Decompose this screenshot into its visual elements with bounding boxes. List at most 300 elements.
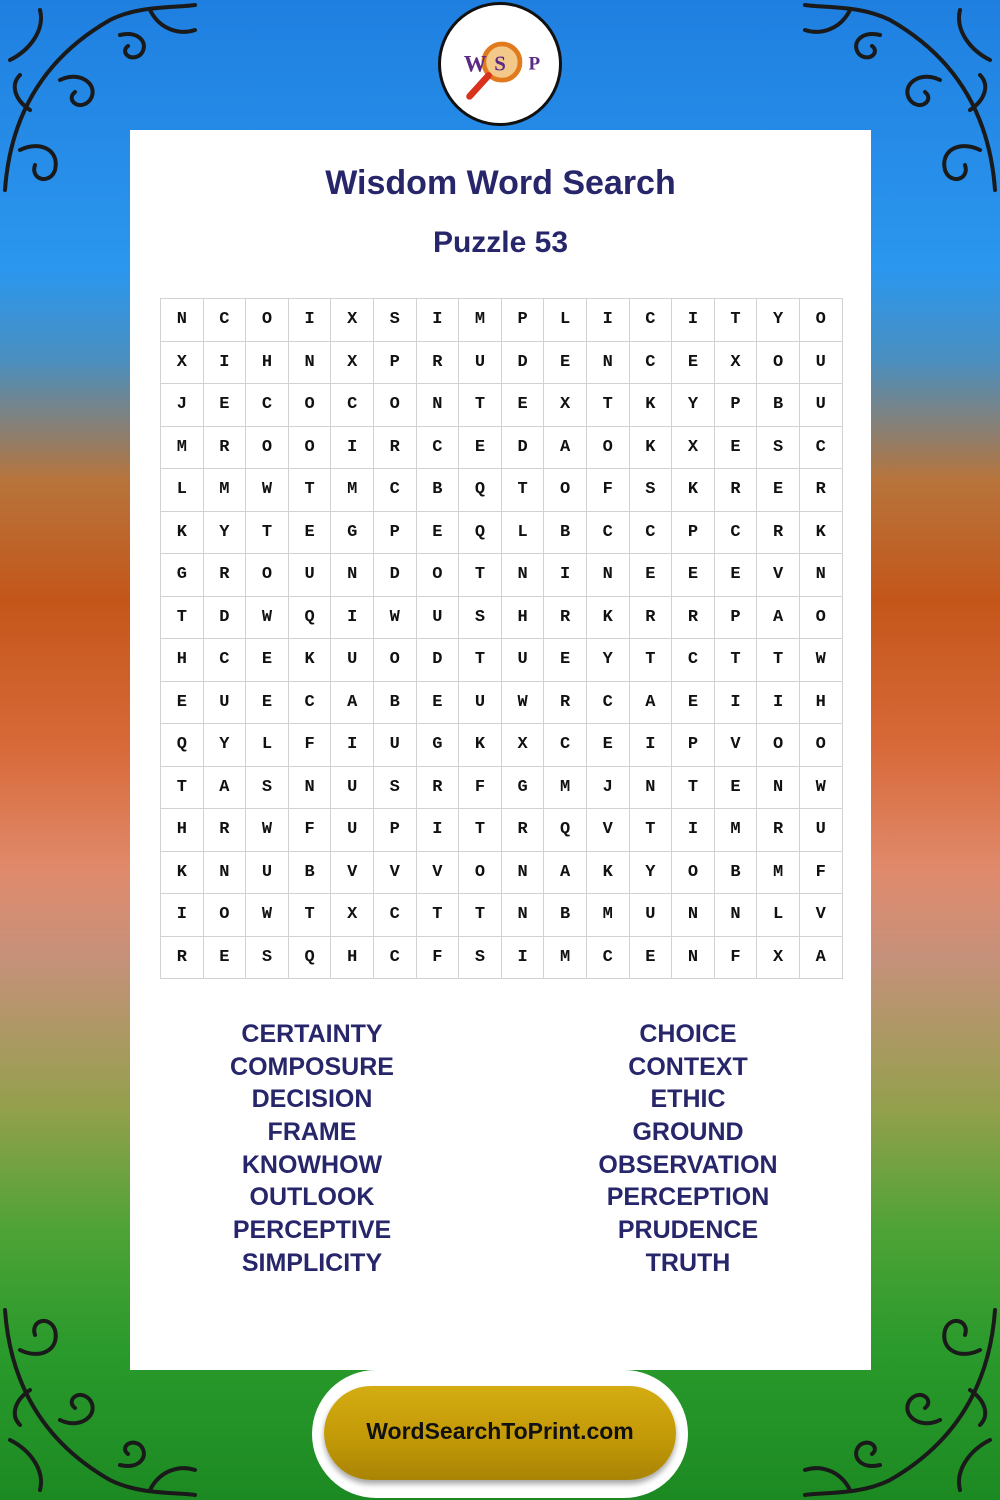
grid-cell: W (246, 469, 289, 512)
grid-cell: L (246, 724, 289, 767)
grid-cell: U (331, 766, 374, 809)
word-item: ETHIC (650, 1085, 726, 1114)
grid-cell: I (203, 341, 246, 384)
grid-cell: L (161, 469, 204, 512)
grid-cell: H (501, 596, 544, 639)
grid-cell: E (416, 681, 459, 724)
grid-cell: I (416, 299, 459, 342)
grid-cell: E (544, 639, 587, 682)
grid-cell: R (203, 554, 246, 597)
logo-letter-w: W (463, 51, 487, 77)
word-list-right (538, 1018, 838, 1280)
grid-cell: D (501, 341, 544, 384)
grid-cell: O (672, 851, 715, 894)
grid-cell: N (161, 299, 204, 342)
word-item: PERCEPTIVE (232, 1216, 392, 1245)
grid-cell: K (459, 724, 502, 767)
grid-cell: U (501, 639, 544, 682)
grid-cell: S (373, 299, 416, 342)
grid-cell: T (459, 894, 502, 937)
grid-cell: F (288, 809, 331, 852)
grid-cell: M (161, 426, 204, 469)
grid-cell: M (544, 766, 587, 809)
grid-cell: E (629, 936, 672, 979)
grid-row (161, 851, 843, 894)
grid-cell: B (544, 511, 587, 554)
grid-row (161, 299, 843, 342)
word-list-left (162, 1018, 462, 1280)
grid-cell: C (203, 299, 246, 342)
grid-cell: X (331, 341, 374, 384)
grid-cell: T (714, 639, 757, 682)
grid-cell: O (246, 299, 289, 342)
grid-cell: O (373, 639, 416, 682)
grid-cell: K (586, 851, 629, 894)
site-badge[interactable] (324, 1386, 676, 1480)
grid-cell: R (501, 809, 544, 852)
grid-cell: M (714, 809, 757, 852)
grid-cell: C (586, 936, 629, 979)
grid-cell: B (714, 851, 757, 894)
grid-cell: S (459, 936, 502, 979)
grid-cell: I (544, 554, 587, 597)
grid-cell: P (373, 809, 416, 852)
grid-cell: R (161, 936, 204, 979)
grid-cell: T (672, 766, 715, 809)
logo-letter-p: P (528, 53, 541, 75)
grid-cell: X (501, 724, 544, 767)
grid-cell: R (757, 809, 800, 852)
grid-cell: C (586, 511, 629, 554)
grid-cell: V (799, 894, 842, 937)
grid-cell: V (714, 724, 757, 767)
grid-cell: R (203, 426, 246, 469)
grid-row (161, 469, 843, 512)
grid-row (161, 596, 843, 639)
grid-cell: N (672, 936, 715, 979)
word-item: OBSERVATION (598, 1150, 778, 1179)
grid-cell: J (161, 384, 204, 427)
grid-cell: I (672, 299, 715, 342)
grid-cell: C (203, 639, 246, 682)
grid-cell: O (373, 384, 416, 427)
word-item: TRUTH (645, 1248, 731, 1277)
wsp-logo (438, 2, 562, 126)
grid-cell: X (331, 894, 374, 937)
site-url: WordSearchToPrint.com (366, 1418, 634, 1444)
grid-cell: K (629, 426, 672, 469)
grid-row (161, 894, 843, 937)
grid-cell: R (203, 809, 246, 852)
grid-cell: U (246, 851, 289, 894)
grid-cell: C (586, 681, 629, 724)
grid-cell: B (288, 851, 331, 894)
grid-cell: K (799, 511, 842, 554)
grid-cell: F (799, 851, 842, 894)
grid-cell: Y (672, 384, 715, 427)
grid-cell: N (203, 851, 246, 894)
grid-row (161, 384, 843, 427)
grid-cell: T (246, 511, 289, 554)
grid-cell: C (799, 426, 842, 469)
grid-cell: V (586, 809, 629, 852)
grid-cell: P (373, 511, 416, 554)
grid-cell: C (373, 469, 416, 512)
page-title: Wisdom Word Search (325, 164, 676, 202)
grid-cell: O (416, 554, 459, 597)
grid-cell: S (246, 936, 289, 979)
grid-cell: X (544, 384, 587, 427)
word-item: SIMPLICITY (241, 1248, 383, 1277)
grid-cell: U (203, 681, 246, 724)
puzzle-number: Puzzle 53 (432, 226, 569, 259)
grid-row (161, 426, 843, 469)
grid-cell: H (246, 341, 289, 384)
grid-cell: R (629, 596, 672, 639)
grid-cell: N (672, 894, 715, 937)
grid-cell: E (501, 384, 544, 427)
word-item: PERCEPTION (606, 1183, 770, 1212)
grid-cell: E (544, 341, 587, 384)
grid-cell: O (459, 851, 502, 894)
grid-cell: T (714, 299, 757, 342)
grid-cell: K (161, 511, 204, 554)
grid-cell: X (672, 426, 715, 469)
grid-cell: V (373, 851, 416, 894)
grid-cell: Y (757, 299, 800, 342)
grid-cell: E (246, 681, 289, 724)
grid-cell: I (331, 596, 374, 639)
grid-cell: U (416, 596, 459, 639)
grid-cell: H (161, 809, 204, 852)
grid-cell: S (757, 426, 800, 469)
grid-cell: D (501, 426, 544, 469)
grid-cell: W (501, 681, 544, 724)
grid-cell: E (416, 511, 459, 554)
grid-cell: X (161, 341, 204, 384)
grid-cell: T (288, 469, 331, 512)
grid-row (161, 639, 843, 682)
word-item: GROUND (632, 1118, 744, 1147)
grid-cell: R (714, 469, 757, 512)
grid-cell: W (799, 639, 842, 682)
grid-cell: V (416, 851, 459, 894)
grid-cell: H (799, 681, 842, 724)
grid-cell: U (799, 809, 842, 852)
grid-cell: U (629, 894, 672, 937)
grid-cell: U (799, 341, 842, 384)
grid-cell: U (331, 639, 374, 682)
grid-cell: R (373, 426, 416, 469)
grid-cell: X (331, 299, 374, 342)
grid-cell: I (331, 724, 374, 767)
grid-cell: R (416, 341, 459, 384)
grid-cell: U (799, 384, 842, 427)
grid-cell: P (672, 724, 715, 767)
grid-cell: Y (629, 851, 672, 894)
grid-row (161, 554, 843, 597)
grid-cell: I (161, 894, 204, 937)
grid-cell: C (629, 341, 672, 384)
grid-cell: M (331, 469, 374, 512)
grid-cell: K (288, 639, 331, 682)
grid-cell: I (288, 299, 331, 342)
grid-cell: R (799, 469, 842, 512)
grid-cell: Y (203, 511, 246, 554)
grid-cell: R (757, 511, 800, 554)
grid-cell: Q (544, 809, 587, 852)
grid-cell: G (161, 554, 204, 597)
grid-cell: N (799, 554, 842, 597)
grid-cell: N (586, 341, 629, 384)
grid-row (161, 724, 843, 767)
grid-row (161, 766, 843, 809)
grid-cell: F (714, 936, 757, 979)
grid-cell: Q (459, 511, 502, 554)
grid-cell: Q (459, 469, 502, 512)
grid-cell: I (757, 681, 800, 724)
grid-cell: C (629, 511, 672, 554)
grid-cell: N (714, 894, 757, 937)
grid-cell: B (373, 681, 416, 724)
grid-cell: X (714, 341, 757, 384)
grid-cell: G (331, 511, 374, 554)
grid-cell: R (416, 766, 459, 809)
grid-row (161, 511, 843, 554)
grid-cell: N (416, 384, 459, 427)
word-item: DECISION (251, 1085, 373, 1114)
grid-cell: Y (203, 724, 246, 767)
word-item: COMPOSURE (230, 1052, 394, 1081)
grid-cell: M (459, 299, 502, 342)
grid-cell: S (373, 766, 416, 809)
grid-cell: A (544, 426, 587, 469)
grid-cell: N (501, 894, 544, 937)
grid-cell: Q (161, 724, 204, 767)
grid-cell: O (544, 469, 587, 512)
grid-cell: C (331, 384, 374, 427)
grid-cell: U (373, 724, 416, 767)
grid-cell: C (416, 426, 459, 469)
grid-cell: M (203, 469, 246, 512)
word-item: FRAME (267, 1118, 357, 1147)
grid-cell: T (586, 384, 629, 427)
grid-cell: S (246, 766, 289, 809)
grid-cell: D (203, 596, 246, 639)
grid-cell: A (629, 681, 672, 724)
grid-cell: T (161, 766, 204, 809)
grid-cell: C (672, 639, 715, 682)
word-item: CERTAINTY (241, 1020, 383, 1048)
grid-cell: C (246, 384, 289, 427)
grid-cell: C (629, 299, 672, 342)
grid-cell: O (288, 426, 331, 469)
grid-cell: M (544, 936, 587, 979)
grid-cell: B (757, 384, 800, 427)
grid-cell: W (246, 809, 289, 852)
grid-cell: I (714, 681, 757, 724)
grid-cell: L (501, 511, 544, 554)
grid-cell: B (544, 894, 587, 937)
grid-cell: T (459, 554, 502, 597)
grid-cell: T (459, 809, 502, 852)
grid-cell: P (373, 341, 416, 384)
grid-row (161, 341, 843, 384)
grid-cell: N (331, 554, 374, 597)
grid-cell: I (629, 724, 672, 767)
grid-cell: R (544, 681, 587, 724)
grid-cell: A (331, 681, 374, 724)
grid-cell: E (586, 724, 629, 767)
grid-cell: A (757, 596, 800, 639)
grid-cell: F (586, 469, 629, 512)
grid-cell: D (373, 554, 416, 597)
grid-cell: E (714, 426, 757, 469)
word-item: PRUDENCE (617, 1216, 759, 1245)
grid-cell: E (714, 766, 757, 809)
grid-cell: E (203, 936, 246, 979)
grid-cell: I (586, 299, 629, 342)
grid-cell: K (161, 851, 204, 894)
word-item: KNOWHOW (241, 1150, 383, 1179)
grid-cell: W (373, 596, 416, 639)
grid-cell: O (799, 299, 842, 342)
grid-cell: G (416, 724, 459, 767)
grid-cell: A (544, 851, 587, 894)
grid-cell: D (416, 639, 459, 682)
grid-cell: C (288, 681, 331, 724)
grid-cell: O (203, 894, 246, 937)
grid-cell: E (672, 554, 715, 597)
grid-cell: U (288, 554, 331, 597)
grid-cell: O (288, 384, 331, 427)
grid-cell: J (586, 766, 629, 809)
grid-cell: C (373, 894, 416, 937)
grid-cell: P (714, 596, 757, 639)
grid-cell: O (799, 596, 842, 639)
grid-cell: N (288, 766, 331, 809)
grid-cell: U (459, 341, 502, 384)
grid-cell: O (799, 724, 842, 767)
grid-cell: O (757, 724, 800, 767)
grid-cell: E (246, 639, 289, 682)
grid-cell: F (288, 724, 331, 767)
grid-row (161, 681, 843, 724)
grid-cell: I (501, 936, 544, 979)
grid-cell: N (629, 766, 672, 809)
word-item: CHOICE (639, 1020, 737, 1048)
grid-cell: O (246, 554, 289, 597)
grid-cell: C (373, 936, 416, 979)
grid-cell: E (714, 554, 757, 597)
grid-cell: R (544, 596, 587, 639)
grid-row (161, 809, 843, 852)
grid-cell: O (246, 426, 289, 469)
grid-cell: T (161, 596, 204, 639)
grid-cell: B (416, 469, 459, 512)
grid-cell: V (757, 554, 800, 597)
grid-cell: Y (586, 639, 629, 682)
grid-cell: E (629, 554, 672, 597)
grid-cell: E (672, 681, 715, 724)
grid-cell: E (203, 384, 246, 427)
grid-cell: W (799, 766, 842, 809)
grid-cell: P (672, 511, 715, 554)
grid-cell: E (672, 341, 715, 384)
grid-cell: A (799, 936, 842, 979)
grid-cell: T (629, 639, 672, 682)
grid-cell: U (459, 681, 502, 724)
grid-cell: I (672, 809, 715, 852)
grid-cell: F (459, 766, 502, 809)
grid-cell: R (672, 596, 715, 639)
grid-cell: N (501, 851, 544, 894)
grid-cell: W (246, 894, 289, 937)
grid-cell: L (757, 894, 800, 937)
grid-cell: T (629, 809, 672, 852)
grid-cell: H (161, 639, 204, 682)
grid-cell: N (288, 341, 331, 384)
grid-cell: L (544, 299, 587, 342)
grid-cell: T (757, 639, 800, 682)
grid-cell: T (459, 384, 502, 427)
grid-cell: O (757, 341, 800, 384)
grid-cell: Q (288, 596, 331, 639)
grid-cell: P (714, 384, 757, 427)
grid-cell: K (672, 469, 715, 512)
grid-cell: N (501, 554, 544, 597)
grid-cell: S (629, 469, 672, 512)
grid-row (161, 936, 843, 979)
grid-cell: C (714, 511, 757, 554)
grid-cell: P (501, 299, 544, 342)
grid-cell: T (416, 894, 459, 937)
grid-cell: I (416, 809, 459, 852)
grid-cell: W (246, 596, 289, 639)
grid-cell: C (544, 724, 587, 767)
grid-cell: M (586, 894, 629, 937)
word-item: OUTLOOK (249, 1183, 375, 1212)
puzzle-sheet (130, 130, 871, 1370)
grid-cell: T (501, 469, 544, 512)
grid-cell: U (331, 809, 374, 852)
grid-cell: O (586, 426, 629, 469)
grid-cell: K (629, 384, 672, 427)
grid-cell: S (459, 596, 502, 639)
logo-letter-s: S (494, 51, 506, 76)
grid-cell: E (459, 426, 502, 469)
grid-cell: F (416, 936, 459, 979)
grid-cell: E (161, 681, 204, 724)
grid-cell: N (757, 766, 800, 809)
word-item: CONTEXT (628, 1052, 748, 1081)
grid-cell: X (757, 936, 800, 979)
grid-cell: G (501, 766, 544, 809)
grid-cell: I (331, 426, 374, 469)
grid-cell: Q (288, 936, 331, 979)
grid-cell: M (757, 851, 800, 894)
grid-cell: H (331, 936, 374, 979)
grid-cell: A (203, 766, 246, 809)
letter-grid (160, 298, 843, 979)
grid-cell: V (331, 851, 374, 894)
grid-cell: T (288, 894, 331, 937)
grid-cell: E (757, 469, 800, 512)
grid-cell: N (586, 554, 629, 597)
grid-cell: T (459, 639, 502, 682)
grid-cell: K (586, 596, 629, 639)
grid-cell: E (288, 511, 331, 554)
